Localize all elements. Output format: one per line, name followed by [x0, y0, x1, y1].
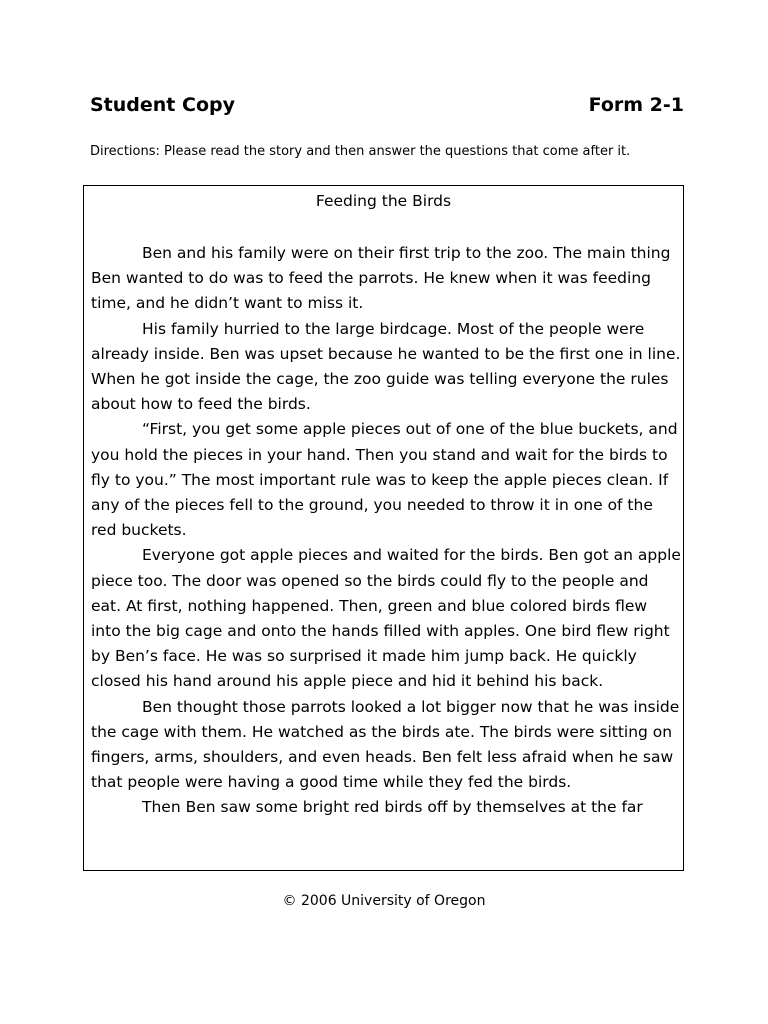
story-paragraph: His family hurried to the large birdcage. Most of the people were already inside. Ben was upset because he wanted to be the first one in line. When he got inside the cage, the zoo guide was telling everyone the rules about how to feed the birds.: [91, 319, 681, 414]
page-header: [90, 94, 684, 122]
story-paragraph: “First, you get some apple pieces out of one of the blue buckets, and you hold the pieces in your hand. Then you stand and wait for the birds to fly to you.” The most important rule was to keep the apple pieces clean. If any of the pieces fell to the ground, you needed to throw it in one of the red buckets.: [91, 420, 678, 540]
copyright-footer: © 2006 University of Oregon: [282, 893, 486, 909]
story-paragraph: Ben thought those parrots looked a lot bigger now that he was inside the cage with them. He watched as the birds ate. The birds were sitting on fingers, arms, shoulders, and even heads. Ben felt less afraid when he saw that people were having a good time while they fed the birds.: [91, 697, 680, 792]
story-paragraph: Then Ben saw some bright red birds off by themselves at the far: [142, 798, 643, 817]
story-body: [91, 241, 681, 821]
story-paragraph: Everyone got apple pieces and waited for the birds. Ben got an apple piece too. The door was opened so the birds could fly to the people and eat. At first, nothing happened. Then, green and blue colored birds flew into the big cage and onto the hands filled with apples. One bird flew right by Ben’s face. He was so surprised it made him jump back. He quickly closed his hand around his apple piece and hid it behind his back.: [91, 546, 681, 691]
story-title: Feeding the Birds: [315, 192, 452, 210]
form-number: Form 2-1: [588, 94, 684, 116]
header-title: Student Copy: [90, 94, 235, 116]
directions-text: Directions: Please read the story and then answer the questions that come after it.: [90, 144, 631, 159]
story-paragraph: Ben and his family were on their first trip to the zoo. The main thing Ben wanted to do was to feed the parrots. He knew when it was feeding time, and he didn’t want to miss it.: [91, 244, 671, 313]
story-box: [83, 185, 684, 871]
